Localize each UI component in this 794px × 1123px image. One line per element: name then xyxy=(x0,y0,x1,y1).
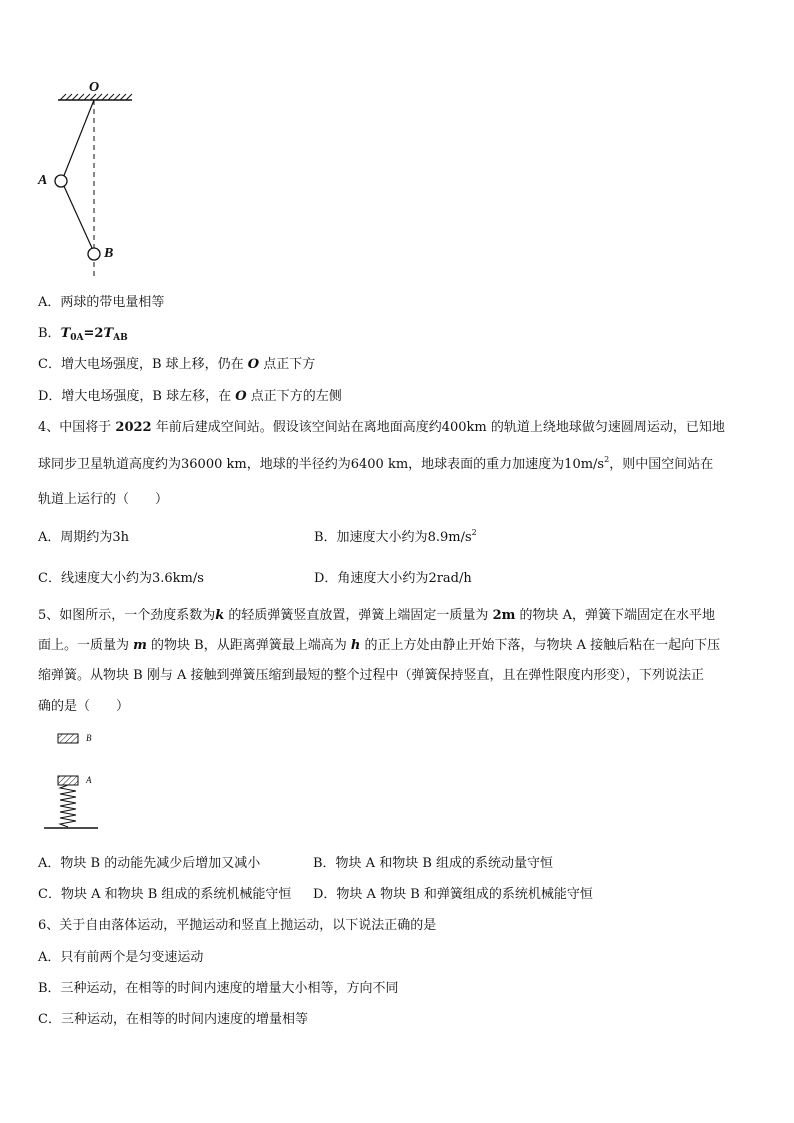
block-b-label: B xyxy=(86,733,92,743)
block-a xyxy=(58,776,78,785)
q5-option-b: B．物块 A 和物块 B 组成的系统动量守恒 xyxy=(313,856,554,871)
q5-option-d: D．物块 A 物块 B 和弹簧组成的系统机械能守恒 xyxy=(313,887,593,902)
q4-stem-line1: 4、中国将于 2022 年前后建成空间站。假设该空间站在离地面高度约400km 的轨道上绕地球做匀速圆周运动，已知地 xyxy=(38,420,725,435)
q5-option-c: C．物块 A 和物块 B 组成的系统机械能守恒 xyxy=(38,887,292,902)
spring-diagram xyxy=(40,728,120,836)
q4-stem-line3: 轨道上运行的（ ） xyxy=(38,492,169,507)
q5-stem-line4: 确的是（ ） xyxy=(38,699,130,714)
q5-stem-line3: 缩弹簧。从物块 B 刚与 A 接触到弹簧压缩到最短的整个过程中（弹簧保持竖直，且在弹性限度内形变），下列说法正 xyxy=(38,668,704,683)
q6-stem: 6、关于自由落体运动，平抛运动和竖直上抛运动，以下说法正确的是 xyxy=(38,918,437,933)
q6-option-a: A．只有前两个是匀变速运动 xyxy=(38,950,204,965)
ball-a xyxy=(55,175,67,187)
q4-option-c: C．线速度大小约为3.6km/s xyxy=(38,571,204,586)
pendulum-figure xyxy=(30,78,150,278)
q3-option-d: D．增大电场强度，B 球左移，在 O 点正下方的左侧 xyxy=(38,389,342,404)
q4-stem-line2: 球同步卫星轨道高度约为36000 km，地球的半径约为6400 km，地球表面的重力加速度为$10m/s^2$，则中国空间站在 xyxy=(38,455,714,472)
block-a-label: A xyxy=(86,775,92,785)
block-b xyxy=(58,734,78,743)
spring-figure xyxy=(40,728,120,836)
ball-b xyxy=(88,248,100,260)
q5-option-a: A．物块 B 的动能先减少后增加又减小 xyxy=(38,856,261,871)
label-o: O xyxy=(89,80,100,95)
q4-option-a: A．周期约为3h xyxy=(38,530,130,545)
spring xyxy=(60,785,76,827)
q6-option-b: B．三种运动，在相等的时间内速度的增量大小相等，方向不同 xyxy=(38,981,399,996)
pendulum-diagram xyxy=(30,78,150,278)
q3-option-b: B．$T_{0A}=2T_{AB}$ xyxy=(38,326,128,343)
q6-option-c: C．三种运动，在相等的时间内速度的增量相等 xyxy=(38,1012,308,1027)
label-b: B xyxy=(104,246,114,261)
q4-option-d: D．角速度大小约为2rad/h xyxy=(314,571,472,586)
q3-option-a: A．两球的带电量相等 xyxy=(38,295,165,310)
q3-option-c: C．增大电场强度，B 球上移，仍在 O 点正下方 xyxy=(38,357,316,372)
label-a: A xyxy=(38,173,48,188)
q4-option-b: B．加速度大小约为$8.9m/s^2$ xyxy=(314,528,477,545)
q5-stem-line2: 面上。一质量为 m 的物块 B，从距离弹簧最上端高为 h 的正上方处由静止开始下落，与物块 A 接触后粘在一起向下压 xyxy=(38,638,721,653)
q5-stem-line1: 5、如图所示，一个劲度系数为k 的轻质弹簧竖直放置，弹簧上端固定一质量为 2m 的物块 A，弹簧下端固定在水平地 xyxy=(38,608,716,623)
